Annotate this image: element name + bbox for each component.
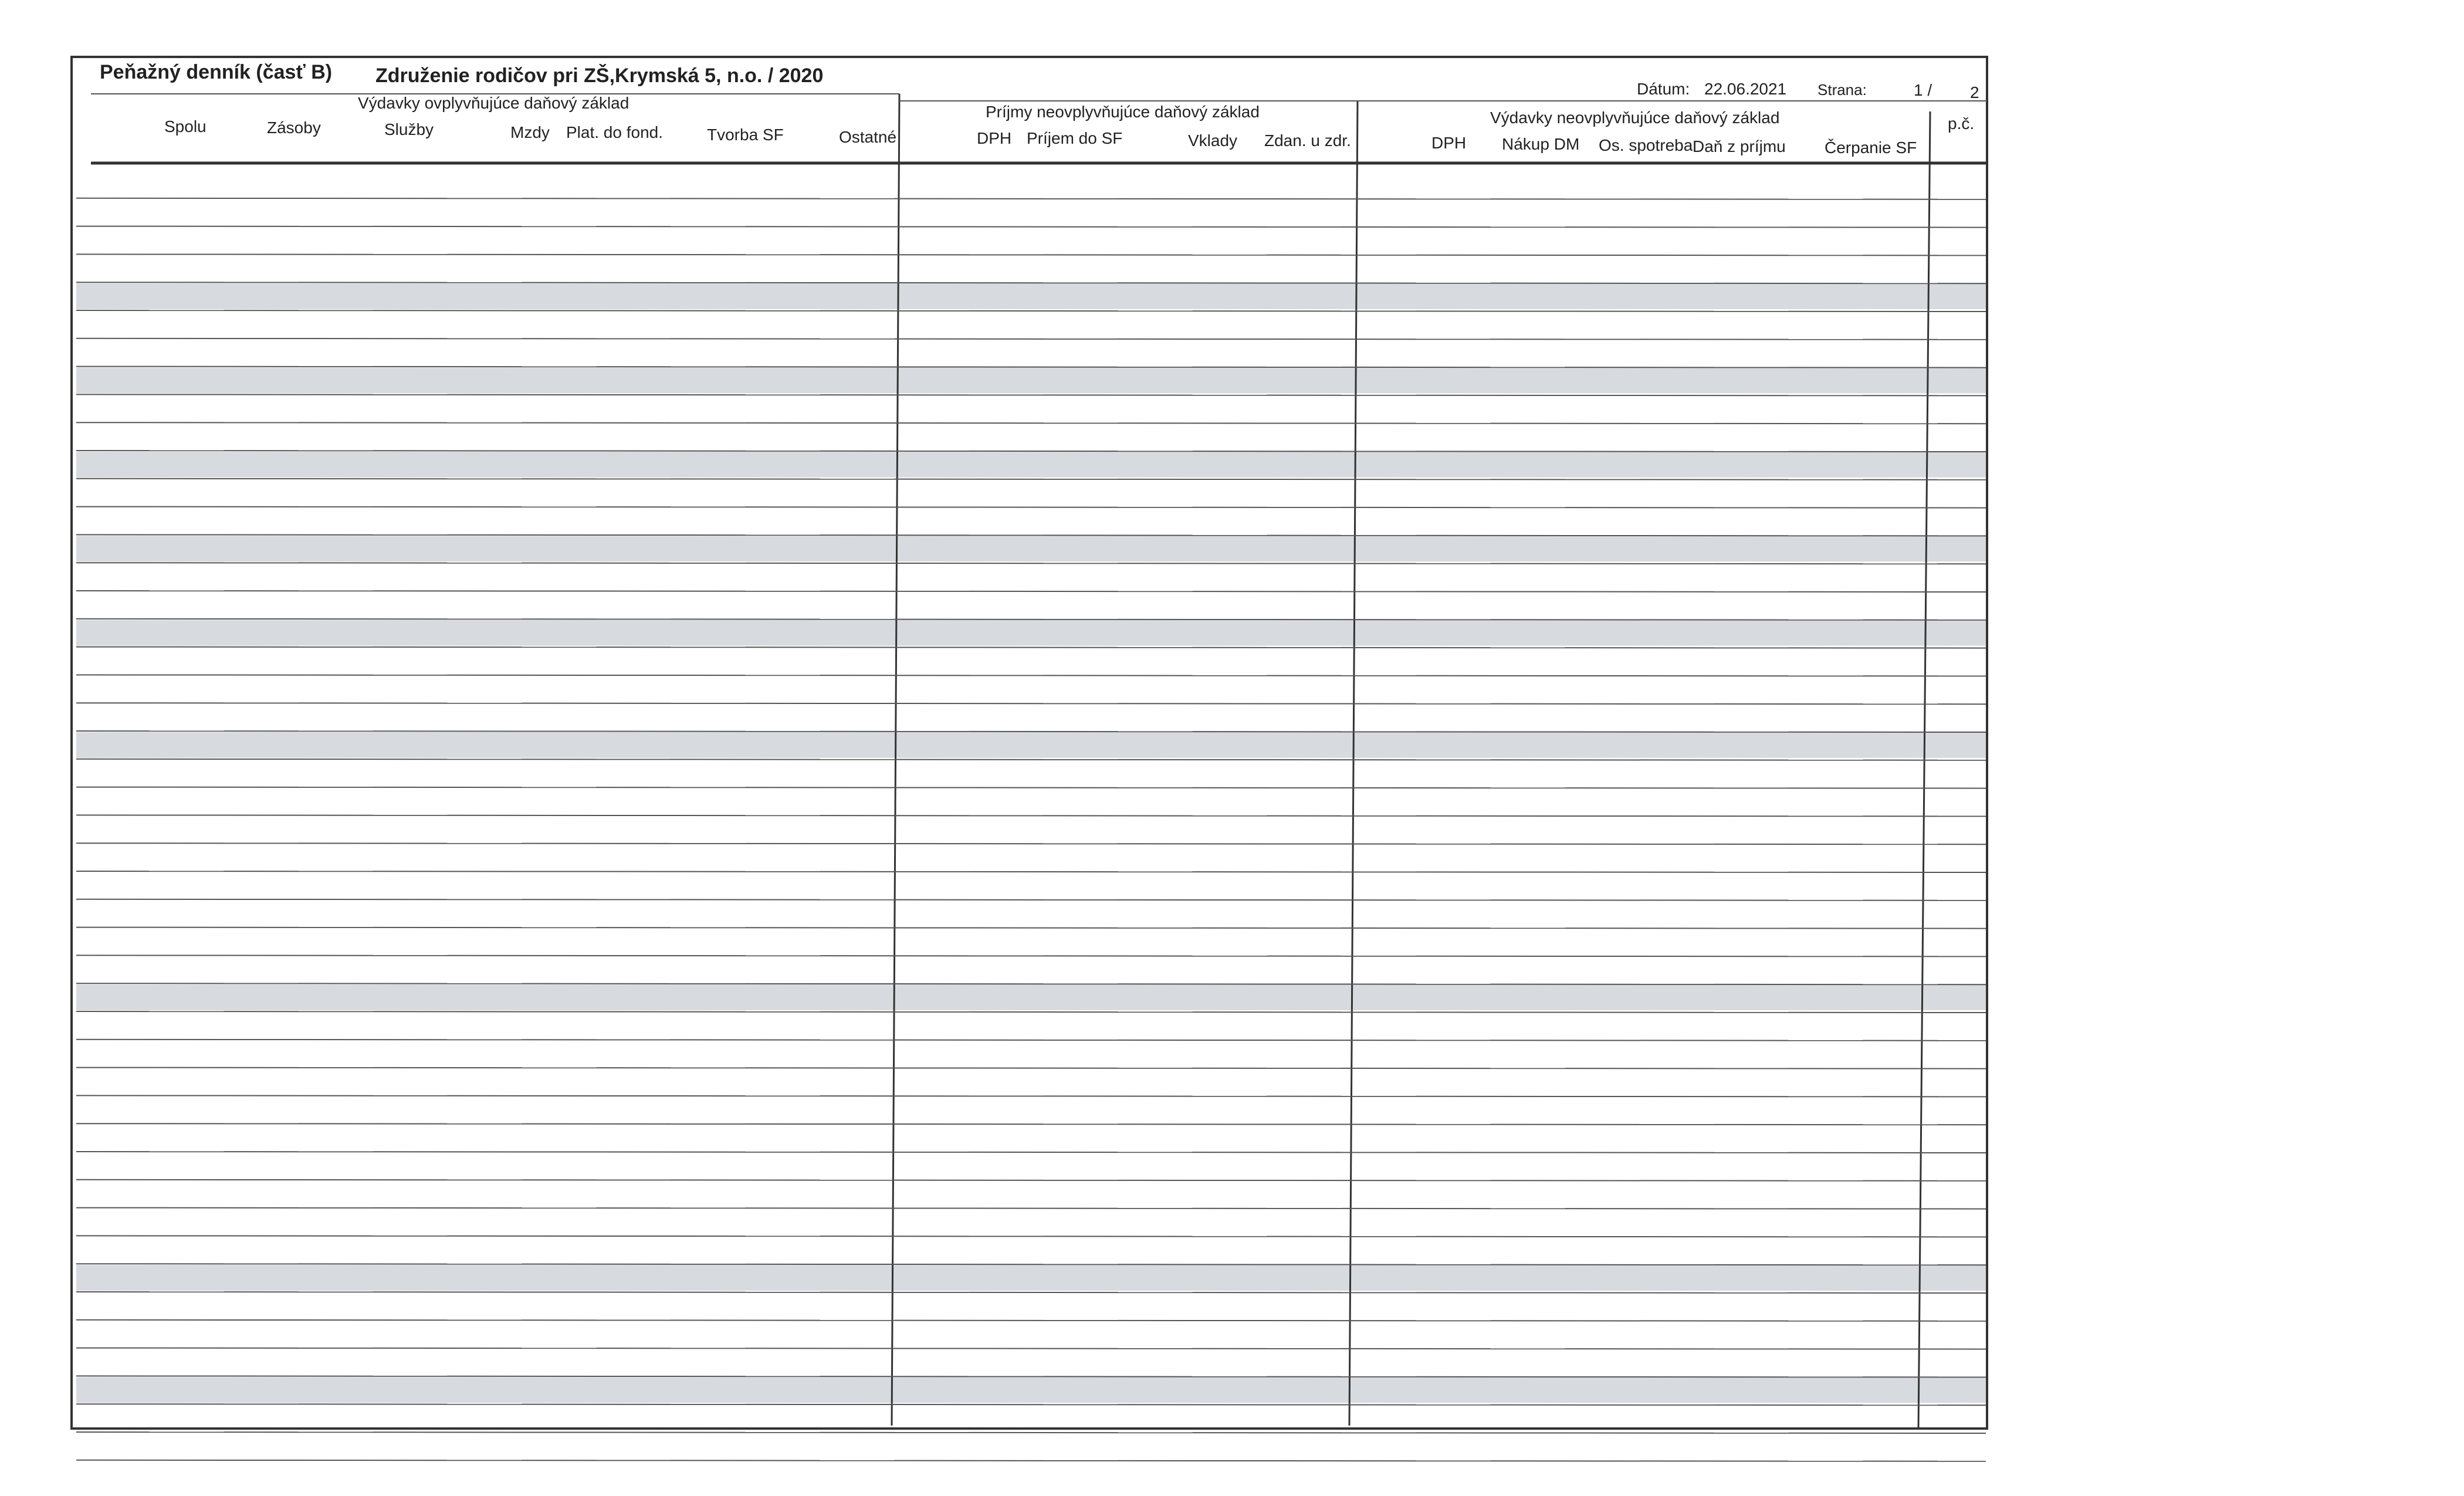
- row-line: [76, 899, 1986, 901]
- col-header-mzdy: Mzdy: [510, 123, 550, 141]
- row-line: [76, 871, 1986, 872]
- col-header-plat-do-fond: Plat. do fond.: [566, 123, 664, 141]
- row-line: [76, 1095, 1986, 1096]
- row-line: [76, 422, 1986, 424]
- col-header-vklady: Vklady: [1188, 131, 1238, 150]
- row-line: [76, 339, 1986, 340]
- row-line: [76, 1180, 1986, 1181]
- row-line: [76, 198, 1986, 199]
- col-header-spolu: Spolu: [164, 117, 207, 136]
- col-header-zasoby: Zásoby: [267, 119, 321, 137]
- row-line: [76, 1208, 1986, 1209]
- group-expenses-non-tax: Výdavky neovplyvňujúce daňový základ: [1490, 109, 1780, 127]
- col-header-tvorba-sf: Tvorba SF: [707, 126, 784, 144]
- col-header-dph-expense: DPH: [1431, 134, 1467, 152]
- row-line: [76, 759, 1986, 760]
- col-header-ostatne: Ostatné: [839, 128, 897, 146]
- row-line: [76, 843, 1986, 844]
- section-divider-pc: [1918, 111, 1930, 1429]
- row-line: [76, 507, 1986, 508]
- date-label: Dátum:: [1637, 80, 1690, 98]
- page-total: 2: [1970, 83, 1979, 101]
- row-line: [76, 983, 1986, 984]
- col-header-cerpanie-sf: Čerpanie SF: [1825, 138, 1917, 157]
- section-divider-expense: [1349, 101, 1358, 1426]
- col-header-sluzby: Služby: [384, 120, 434, 138]
- col-header-dan-z-prijmu: Daň z príjmu: [1693, 137, 1786, 155]
- row-line: [76, 394, 1986, 395]
- journal-title: Peňažný denník (časť B): [100, 61, 333, 83]
- group-income-non-tax: Príjmy neovplyvňujúce daňový základ: [986, 103, 1260, 121]
- col-header-prijem-do-sf: Príjem do SF: [1027, 129, 1123, 147]
- row-line: [76, 1320, 1986, 1321]
- row-line: [76, 451, 1986, 452]
- row-line: [76, 367, 1986, 368]
- col-header-os-spotreba: Os. spotreba: [1599, 136, 1693, 154]
- row-line: [76, 703, 1986, 704]
- row-line: [76, 1152, 1986, 1153]
- row-line: [76, 310, 1986, 312]
- date-value: 22.06.2021: [1704, 80, 1787, 98]
- row-line: [76, 675, 1986, 676]
- row-line: [76, 254, 1986, 255]
- row-line: [76, 1292, 1986, 1293]
- row-line: [76, 226, 1986, 228]
- col-header-zdan-u-zdr: Zdan. u zdr.: [1264, 131, 1351, 150]
- row-line: [76, 1011, 1986, 1013]
- row-line: [76, 955, 1986, 956]
- row-line: [76, 1348, 1986, 1349]
- row-line: [76, 479, 1986, 480]
- organization-title: Združenie rodičov pri ZŠ,Krymská 5, n.o. / 2020: [375, 65, 824, 87]
- col-header-pc: p.č.: [1948, 114, 1975, 133]
- row-line: [76, 815, 1986, 816]
- row-line: [76, 1040, 1986, 1041]
- row-line: [76, 619, 1986, 620]
- row-line: [76, 928, 1986, 929]
- row-line: [76, 534, 1986, 536]
- page-value: 1 /: [1914, 81, 1932, 99]
- row-line: [76, 647, 1986, 648]
- row-line: [76, 1264, 1986, 1265]
- row-line: [76, 1376, 1986, 1377]
- row-line: [76, 787, 1986, 788]
- row-line: [76, 563, 1986, 564]
- row-line: [76, 1068, 1986, 1069]
- row-line: [76, 282, 1986, 283]
- col-header-dph-income: DPH: [977, 129, 1012, 147]
- table-frame: [72, 57, 1987, 1429]
- row-line: [76, 1404, 1986, 1405]
- row-line: [76, 1432, 1986, 1433]
- group-expenses-tax: Výdavky ovplyvňujúce daňový základ: [358, 94, 629, 112]
- col-header-nakup-dm: Nákup DM: [1502, 135, 1580, 153]
- row-line: [76, 1123, 1986, 1125]
- row-line: [76, 591, 1986, 592]
- row-line: [76, 731, 1986, 732]
- page-label: Strana:: [1817, 81, 1867, 99]
- row-line: [76, 1236, 1986, 1237]
- row-line: [76, 1460, 1986, 1461]
